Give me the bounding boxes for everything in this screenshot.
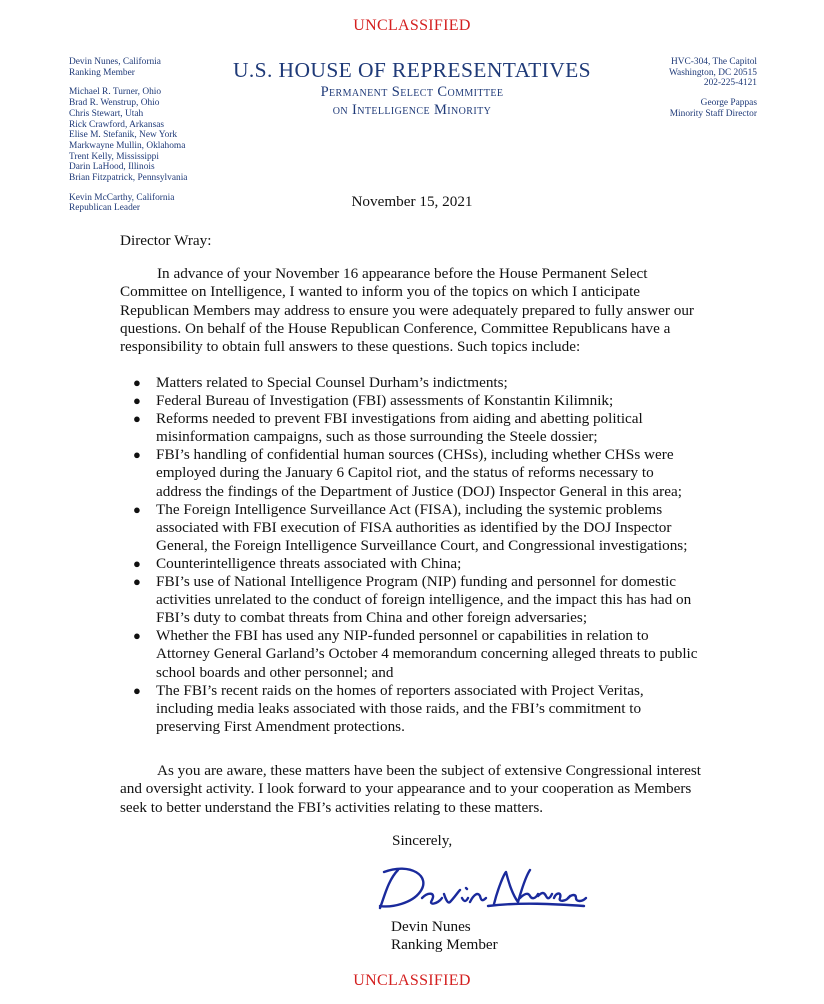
address-line: Washington, DC 20515: [668, 67, 757, 78]
member-name: Elise M. Stefanik, New York: [69, 130, 178, 141]
conclusion-line: and oversight activity. I look forward to your appearance and to your cooperation as Members: [120, 780, 692, 798]
intro-line: questions. On behalf of the House Republican Conference, Committee Republicans have a: [120, 319, 671, 337]
phone-number: 202-225-4121: [703, 78, 757, 89]
conclusion-line: seek to better understand the FBI’s activities relating to these matters.: [120, 798, 544, 816]
signer-block: [391, 918, 498, 955]
topics-list: [133, 374, 733, 736]
topic-line: FBI’s handling of confidential human sources (CHSs), including whether CHSs were: [156, 446, 674, 464]
topic-item: [133, 555, 733, 573]
topic-line: Attorney General Garland’s October 4 memorandum concerning alleged threats to public: [156, 645, 698, 663]
bullet-icon: ●: [133, 375, 141, 390]
topic-item: [133, 501, 733, 555]
intro-paragraph: [120, 265, 720, 356]
bullet-icon: ●: [133, 411, 141, 427]
bullet-icon: ●: [133, 447, 141, 463]
member-name: Michael R. Turner, Ohio: [69, 87, 162, 98]
topic-line: Counterintelligence threats associated with China;: [156, 554, 462, 572]
topic-line: including media leaks associated with those raids, and the FBI’s commitment to: [156, 699, 642, 717]
topic-line: address the findings of the Department of Justice (DOJ) Inspector General in this area;: [156, 482, 682, 500]
letterhead-subtitle-2: on Intelligence Minority: [332, 102, 492, 118]
topic-item: [133, 392, 733, 410]
letter-date: November 15, 2021: [351, 193, 473, 210]
topic-line: General, the Foreign Intelligence Surveillance Court, and Congressional investigations;: [156, 536, 688, 554]
topic-item: [133, 682, 733, 736]
topic-line: employed during the January 6 Capitol riot, and the status of reforms necessary to: [156, 464, 654, 482]
member-name: Chris Stewart, Utah: [69, 108, 144, 119]
intro-line: Committee on Intelligence, I wanted to inform you of the topics on which I anticipate: [120, 283, 641, 301]
member-name: Darin LaHood, Illinois: [69, 162, 155, 173]
intro-line: Republican Members may address to ensure you were adequately prepared to fully answer our: [120, 301, 694, 319]
intro-line: responsibility to obtain full answers to these questions. Such topics include:: [120, 338, 581, 356]
topic-line: Matters related to Special Counsel Durham’s indictments;: [156, 374, 508, 391]
address-block: [617, 57, 757, 89]
topic-line: activities unrelated to the conduct of foreign intelligence, and the impact this has had on: [156, 591, 692, 609]
bullet-icon: ●: [133, 574, 141, 590]
topic-line: Whether the FBI has used any NIP-funded personnel or capabilities in relation to: [156, 627, 649, 645]
topic-item: [133, 627, 733, 681]
member-name: Markwayne Mullin, Oklahoma: [69, 140, 186, 151]
conclusion-line: As you are aware, these matters have been the subject of extensive Congressional interest: [157, 762, 702, 779]
bullet-icon: ●: [133, 393, 141, 409]
address-line: HVC-304, The Capitol: [670, 57, 757, 67]
member-name: Brian Fitzpatrick, Pennsylvania: [69, 173, 188, 184]
staff-director-block: [617, 98, 757, 119]
topic-line: school boards and other personnel; and: [156, 663, 394, 681]
topic-item: [133, 374, 733, 392]
topic-line: Federal Bureau of Investigation (FBI) assessments of Konstantin Kilimnik;: [156, 392, 614, 410]
salutation: Director Wray:: [120, 232, 212, 249]
topic-line: Reforms needed to prevent FBI investigations from aiding and abetting political: [156, 410, 643, 428]
bullet-icon: ●: [133, 682, 141, 698]
bullet-icon: ●: [133, 555, 141, 571]
bullet-icon: ●: [133, 501, 141, 517]
leader-name: Kevin McCarthy, California: [69, 192, 175, 203]
topic-item: [133, 410, 733, 446]
topic-item: [133, 573, 733, 627]
classification-header: UNCLASSIFIED: [353, 17, 471, 34]
ranking-member-name: Devin Nunes, California: [69, 57, 161, 67]
member-name: Brad R. Wenstrup, Ohio: [69, 98, 160, 109]
leader-title: Republican Leader: [69, 203, 141, 214]
topic-line: FBI’s duty to combat threats from China and other foreign adversaries;: [156, 609, 588, 627]
letterhead: [200, 58, 624, 119]
member-name: Rick Crawford, Arkansas: [69, 119, 165, 130]
topic-line: associated with FBI execution of FISA authorities as identified by the DOJ Inspector: [156, 518, 672, 536]
topic-line: preserving First Amendment protections.: [156, 717, 405, 735]
letterhead-title: U.S. HOUSE OF REPRESENTATIVES: [232, 58, 592, 82]
topic-line: The Foreign Intelligence Surveillance Act (FISA), including the systemic problems: [156, 500, 663, 518]
intro-line: In advance of your November 16 appearance before the House Permanent Select: [157, 265, 648, 282]
signer-title: Ranking Member: [391, 936, 498, 954]
staff-director-title: Minority Staff Director: [669, 108, 757, 119]
member-name: Trent Kelly, Mississippi: [69, 151, 159, 162]
ranking-member-title: Ranking Member: [69, 67, 135, 78]
conclusion-paragraph: [120, 762, 720, 817]
handwritten-signature: [370, 858, 590, 918]
topic-item: [133, 446, 733, 500]
topic-line: The FBI’s recent raids on the homes of reporters associated with Project Veritas,: [156, 681, 644, 699]
signer-name: Devin Nunes: [391, 918, 471, 935]
closing: Sincerely,: [392, 832, 453, 849]
letterhead-subtitle-1: Permanent Select Committee: [320, 84, 504, 100]
committee-address-column: [617, 57, 757, 129]
topic-line: FBI’s use of National Intelligence Program (NIP) funding and personnel for domestic: [156, 573, 677, 591]
topic-line: misinformation campaigns, such as those surrounding the Steele dossier;: [156, 428, 598, 446]
bullet-icon: ●: [133, 628, 141, 644]
classification-footer: UNCLASSIFIED: [353, 972, 471, 989]
staff-director-name: George Pappas: [700, 98, 757, 109]
